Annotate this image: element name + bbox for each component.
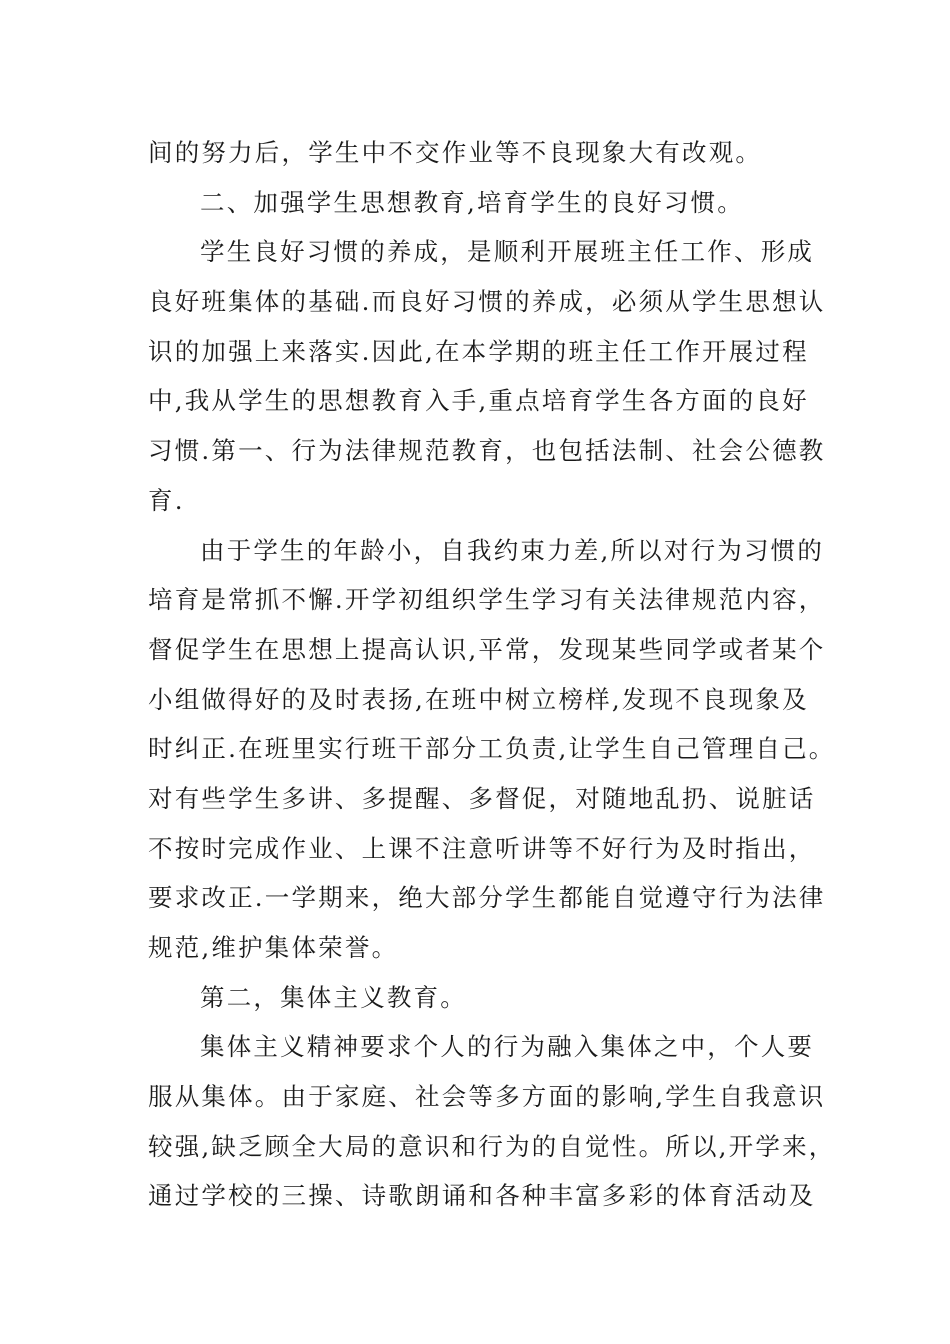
text-line: 不按时完成作业、上课不注意听讲等不好行为及时指出，	[148, 833, 816, 863]
text-line: 学生良好习惯的养成，是顺利开展班主任工作、形成	[200, 237, 815, 267]
text-line: 服从集体。由于家庭、社会等多方面的影响,学生自我意识	[148, 1082, 826, 1112]
text-line: 第二，集体主义教育。	[200, 982, 467, 1012]
text-line: 督促学生在思想上提高认识,平常，发现某些同学或者某个	[148, 634, 826, 664]
text-line: 集体主义精神要求个人的行为融入集体之中，个人要	[200, 1032, 815, 1062]
text-line: 对有些学生多讲、多提醒、多督促，对随地乱扔、说脏话	[148, 783, 816, 813]
text-line: 育.	[148, 485, 185, 515]
document-body	[148, 128, 836, 1221]
text-line: 时纠正.在班里实行班干部分工负责,让学生自己管理自己。	[148, 734, 836, 764]
text-line: 间的努力后，学生中不交作业等不良现象大有改观。	[148, 138, 763, 167]
text-line: 识的加强上来落实.因此,在本学期的班主任工作开展过程	[148, 336, 809, 366]
text-line: 规范,维护集体荣誉。	[148, 933, 399, 962]
text-line: 通过学校的三操、诗歌朗诵和各种丰富多彩的体育活动及	[148, 1181, 816, 1211]
text-line: 良好班集体的基础.而良好习惯的养成，必须从学生思想认	[148, 287, 826, 317]
text-line: 中,我从学生的思想教育入手,重点培育学生各方面的良好	[148, 386, 809, 416]
text-line: 培育是常抓不懈.开学初组织学生学习有关法律规范内容，	[148, 585, 826, 615]
text-line: 较强,缺乏顾全大局的意识和行为的自觉性。所以,开学来，	[148, 1131, 836, 1161]
text-line: 习惯.第一、行为法律规范教育，也包括法制、社会公德教	[148, 436, 826, 466]
text-line: 小组做得好的及时表扬,在班中树立榜样,发现不良现象及	[148, 684, 809, 714]
text-line: 要求改正.一学期来，绝大部分学生都能自觉遵守行为法律	[148, 883, 826, 913]
text-line: 由于学生的年龄小，自我约束力差,所以对行为习惯的	[200, 535, 825, 565]
text-line: 二、加强学生思想教育,培育学生的良好习惯。	[200, 187, 744, 217]
